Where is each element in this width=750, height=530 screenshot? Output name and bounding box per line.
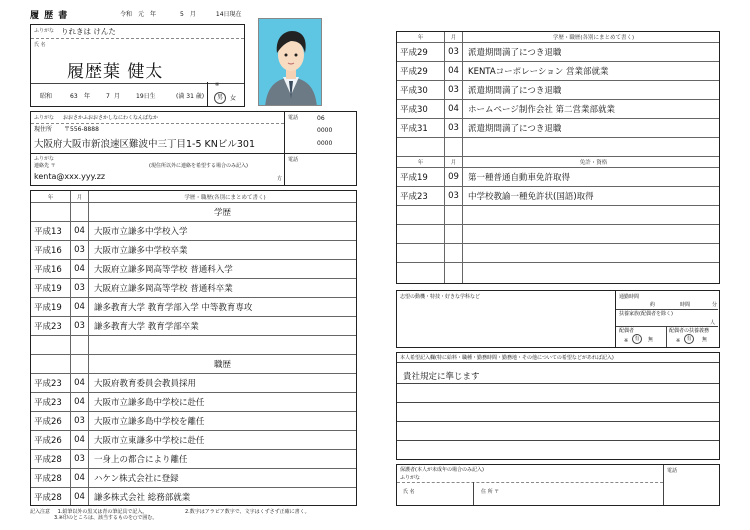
table-row-empty	[397, 138, 719, 157]
row-year: 平成23	[31, 317, 71, 335]
row-year: 平成28	[31, 469, 71, 487]
table-row[interactable]	[397, 43, 719, 62]
row-text: 派遣期間満了につき退職	[468, 86, 562, 96]
row-year: 平成29	[397, 62, 445, 80]
row-text: 謙多教育大学 教育学部入学 中等教育専攻	[94, 303, 253, 313]
row-year: 平成28	[31, 450, 71, 468]
licenses-col-year: 年	[397, 157, 445, 167]
row-year: 平成13	[31, 222, 71, 240]
table-row[interactable]	[397, 62, 719, 81]
history-cont-col-month: 月	[445, 32, 463, 42]
commute-hours: 時間	[680, 302, 691, 308]
history-cont-header-row	[397, 32, 719, 43]
name-furigana[interactable]: りれきは けんた	[61, 27, 116, 36]
footnote	[30, 509, 360, 521]
birth-month-unit: 月	[114, 93, 121, 100]
date-line	[120, 11, 242, 18]
row-month: 04	[445, 62, 463, 80]
row-year: 平成23	[31, 393, 71, 411]
guardian-phone-label: 電話	[667, 468, 678, 474]
row-year: 平成26	[31, 412, 71, 430]
table-row[interactable]	[31, 374, 356, 393]
birth-line	[40, 93, 204, 100]
table-row-empty	[397, 206, 719, 225]
table-row[interactable]	[397, 81, 719, 100]
date-year-unit: 年	[150, 11, 157, 18]
dependents-unit: 人	[710, 320, 716, 326]
gender-male[interactable]: 男	[214, 92, 226, 104]
birth-year-unit: 年	[84, 93, 91, 100]
address-label: 現住所	[34, 126, 53, 133]
history-col-content: 学歴・職歴(各別にまとめて書く)	[184, 194, 266, 201]
row-text: 大阪府立謙多岡高等学校 普通科卒業	[94, 284, 233, 294]
spouse-support-no[interactable]: 無	[702, 337, 708, 343]
row-text: 派遣期間満了につき退職	[468, 124, 562, 134]
row-month: 03	[71, 279, 89, 297]
row-year: 平成19	[31, 298, 71, 316]
licenses-col-month: 月	[445, 157, 463, 167]
spouse-yes[interactable]: 有	[632, 334, 642, 344]
history-header-row	[31, 191, 356, 203]
footnote-title: 記入注意	[30, 509, 51, 515]
guardian-label: 保護者(本人が未成年の場合のみ記入)	[400, 467, 484, 473]
spouse-no[interactable]: 無	[648, 337, 654, 343]
contact-phone-box	[285, 154, 357, 186]
requests-label: 本人希望記入欄(特に給料・職種・勤務時間・勤務地・その他についての希望などがあれば記入)	[400, 355, 614, 361]
history-continued-table	[396, 31, 720, 284]
row-text: KENTAコーポレーション 営業部就業	[468, 67, 609, 77]
row-year: 平成28	[31, 488, 71, 505]
dependents-label: 扶養家族(配偶者を除く)	[619, 311, 673, 317]
row-text: ホームページ制作会社 第二営業部就業	[468, 105, 616, 115]
row-year: 平成31	[397, 119, 445, 137]
table-row[interactable]	[31, 317, 356, 336]
footnote-line3: 2.数字はアラビア数字で、文字はくずさず正確に書く。	[185, 509, 310, 515]
contact-note: (現住所以外に連絡を希望する場合のみ記入)	[149, 163, 248, 169]
row-text: 派遣期間満了につき退職	[468, 48, 562, 58]
date-month-unit: 月	[189, 11, 196, 18]
contact-phone-label: 電話	[288, 157, 299, 163]
row-year: 平成19	[397, 168, 445, 186]
row-month: 03	[445, 81, 463, 99]
commute-minutes: 分	[712, 302, 718, 308]
history-cont-col-content: 学歴・職歴(各別にまとめて書く)	[552, 35, 635, 41]
spouse-support-label: 配偶者の扶養義務	[669, 328, 710, 334]
history-col-year: 年	[31, 191, 71, 202]
row-text: 謙多株式会社 総務部就業	[94, 492, 191, 503]
requests-value[interactable]: 貴社規定に準じます	[403, 372, 480, 382]
table-row[interactable]	[31, 469, 356, 488]
requests-box	[396, 352, 720, 460]
address-furigana-label: ふりがな	[34, 115, 55, 121]
table-row[interactable]	[31, 279, 356, 298]
row-year: 平成23	[397, 187, 445, 205]
address-phone-3[interactable]: 0000	[317, 140, 333, 147]
row-month: 03	[445, 119, 463, 137]
row-text: 大阪市立東謙多中学校に赴任	[94, 436, 205, 446]
footnote-line2: 3.※印のところは、該当するものを○で囲む。	[54, 515, 158, 521]
address-phone-box	[285, 111, 357, 154]
guardian-address-label: 住 所 〒	[481, 489, 500, 495]
name-label: 氏 名	[34, 42, 46, 48]
spouse-label: 配偶者	[619, 328, 635, 334]
row-month: 04	[71, 260, 89, 278]
birth-age[interactable]: (満 31 歳)	[176, 93, 205, 100]
row-text: 大阪市立謙多中学校卒業	[94, 246, 188, 256]
gender-mark: ※	[215, 82, 220, 88]
name-furigana-label: ふりがな	[34, 28, 55, 34]
motivation-box[interactable]	[396, 290, 616, 348]
table-row[interactable]	[397, 100, 719, 119]
history-cont-col-year: 年	[397, 32, 445, 42]
guardian-box	[396, 464, 720, 506]
name-value[interactable]: 履歴葉 健太	[67, 62, 164, 82]
history-table	[30, 190, 357, 506]
row-text: ハケン株式会社に登録	[94, 474, 179, 484]
education-heading: 学歴	[213, 208, 231, 218]
row-text: 大阪市立謙多中学校入学	[94, 227, 188, 237]
row-month: 04	[71, 469, 89, 487]
date-day: 14日現在	[215, 11, 242, 18]
resume-title: 履 歴 書	[30, 11, 69, 21]
row-month: 04	[71, 431, 89, 449]
table-row[interactable]	[397, 168, 719, 187]
row-text: 大阪市立謙多島中学校を離任	[94, 417, 205, 427]
person-portrait-icon	[259, 19, 322, 106]
row-text: 第一種普通自動車免許取得	[468, 173, 571, 183]
birth-day[interactable]: 19日生	[136, 93, 156, 100]
row-month: 03	[71, 450, 89, 468]
row-month: 04	[71, 393, 89, 411]
row-text: 謙多教育大学 教育学部卒業	[94, 322, 199, 332]
contact-furigana-label: ふりがな	[34, 156, 55, 162]
contact-block	[30, 154, 285, 186]
row-month: 09	[445, 168, 463, 186]
row-month: 03	[71, 241, 89, 259]
table-row-empty	[397, 263, 719, 283]
row-year: 平成16	[31, 241, 71, 259]
table-row[interactable]	[31, 393, 356, 412]
guardian-furigana-label: ふりがな	[400, 475, 421, 481]
date-era: 令和	[120, 11, 133, 18]
spouse-support-mark: ※	[676, 338, 681, 344]
commute-label: 通勤時間	[619, 294, 640, 300]
footnote-line1: 1.鉛筆以外の黒又は青の筆記具で記入。	[57, 509, 148, 515]
address-phone-label: 電話	[288, 115, 299, 121]
row-month: 04	[71, 298, 89, 316]
education-heading-row	[31, 203, 356, 222]
row-year: 平成30	[397, 100, 445, 118]
row-year: 平成30	[397, 81, 445, 99]
birth-era: 昭和	[40, 93, 53, 100]
row-text: 一身上の都合により離任	[94, 455, 188, 465]
gender-box	[207, 82, 245, 107]
table-row-empty	[31, 336, 356, 355]
licenses-header-row	[397, 157, 719, 168]
row-year: 平成23	[31, 374, 71, 392]
table-row[interactable]	[31, 222, 356, 241]
spouse-mark: ※	[624, 338, 629, 344]
applicant-photo	[258, 18, 322, 106]
table-row[interactable]	[31, 298, 356, 317]
work-heading: 職歴	[213, 360, 231, 370]
row-month: 04	[71, 222, 89, 240]
address-phone-1[interactable]: 06	[317, 115, 325, 122]
date-month: 5	[180, 11, 184, 18]
row-month: 03	[445, 43, 463, 61]
gender-female[interactable]: 女	[230, 95, 237, 102]
spouse-support-yes[interactable]: 有	[684, 334, 694, 344]
address-furigana[interactable]: おおさかふおおさかしなにわくなんばなか	[63, 115, 159, 121]
commute-approx: 約	[650, 302, 656, 308]
row-text: 大阪府立謙多岡高等学校 普通科入学	[94, 265, 233, 275]
address-block	[30, 111, 285, 154]
address-value[interactable]: 大阪府大阪市新浪速区難波中三丁目1-5 KNビル301	[34, 139, 256, 150]
row-month: 03	[71, 317, 89, 335]
row-text: 大阪府教育委員会教員採用	[94, 379, 197, 389]
row-month: 04	[71, 374, 89, 392]
table-row[interactable]	[31, 488, 356, 505]
contact-email[interactable]: kenta@xxx.yyy.zz	[34, 172, 106, 181]
date-year: 元	[138, 11, 145, 18]
row-month: 04	[71, 488, 89, 505]
contact-label: 連絡先 〒	[34, 163, 56, 169]
birth-month[interactable]: 7	[106, 93, 110, 100]
work-heading-row	[31, 355, 356, 374]
commute-box	[616, 290, 720, 348]
row-text: 中学校教諭一種免許状(国語)取得	[468, 192, 594, 202]
history-col-month: 月	[71, 191, 89, 202]
row-year: 平成29	[397, 43, 445, 61]
contact-suffix: 方	[277, 176, 283, 182]
row-month: 03	[445, 187, 463, 205]
row-year: 平成19	[31, 279, 71, 297]
table-row[interactable]	[31, 241, 356, 260]
guardian-name-label: 氏 名	[403, 489, 415, 495]
table-row[interactable]	[397, 119, 719, 138]
address-postal[interactable]: 〒556-8888	[64, 126, 99, 133]
table-row[interactable]	[31, 412, 356, 431]
table-row-empty	[397, 225, 719, 244]
table-row[interactable]	[397, 187, 719, 206]
birth-year[interactable]: 63	[70, 93, 78, 100]
row-year: 平成26	[31, 431, 71, 449]
table-row[interactable]	[31, 431, 356, 450]
row-month: 04	[445, 100, 463, 118]
motivation-label: 志望の動機・特技・好きな学科など	[400, 294, 481, 300]
row-month: 03	[71, 412, 89, 430]
row-text: 大阪市立謙多島中学校に赴任	[94, 398, 205, 408]
licenses-col-content: 免許・資格	[579, 160, 608, 166]
row-year: 平成16	[31, 260, 71, 278]
table-row[interactable]	[31, 260, 356, 279]
table-row[interactable]	[31, 450, 356, 469]
address-phone-2[interactable]: 0000	[317, 127, 333, 134]
table-row-empty	[397, 244, 719, 263]
